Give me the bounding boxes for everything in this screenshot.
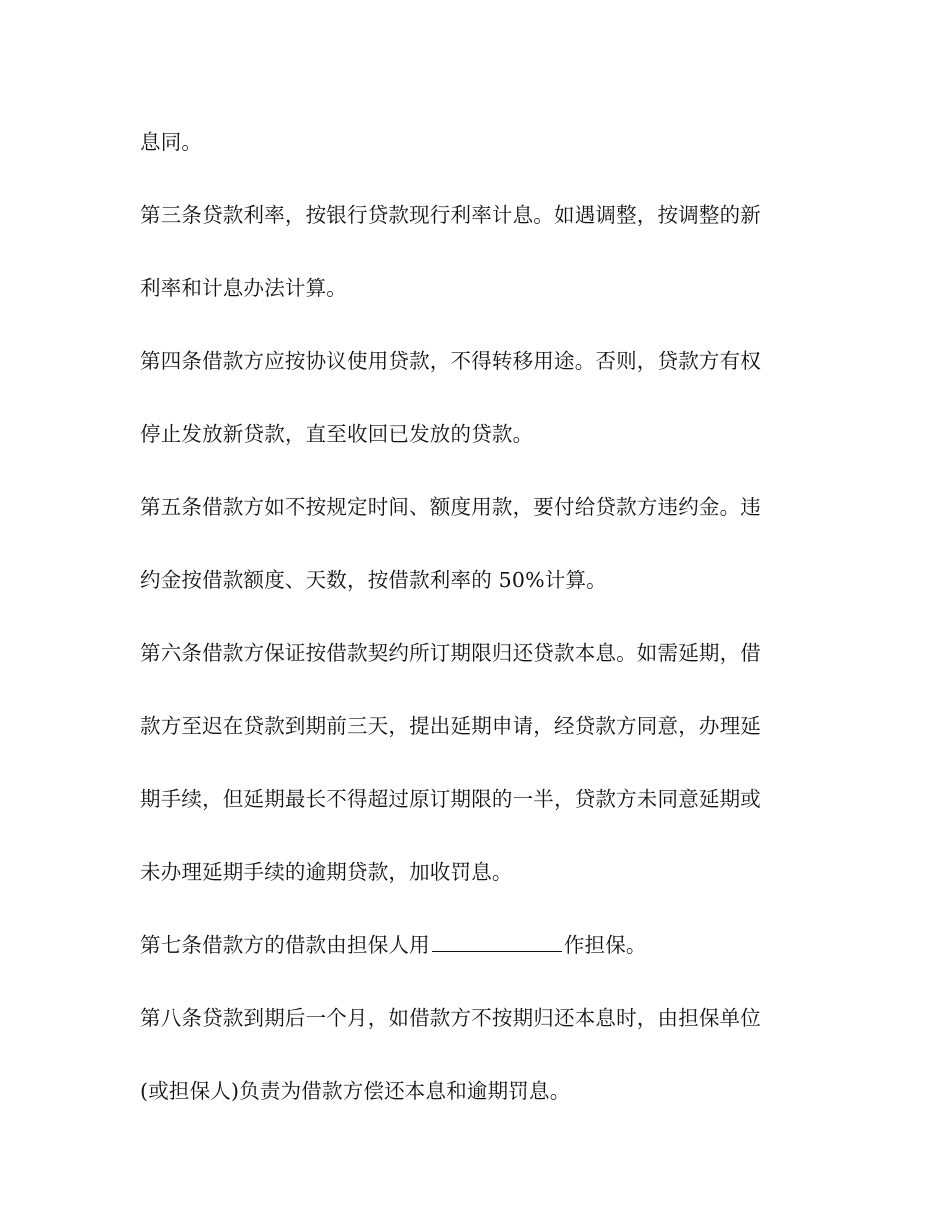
text-line: (或担保人)负责为借款方偿还本息和逾期罚息。 <box>140 1079 571 1103</box>
text-line: 第八条贷款到期后一个月，如借款方不按期归还本息时，由担保单位 <box>140 1006 761 1030</box>
guarantee-line <box>140 931 820 959</box>
text-line: 期手续，但延期最长不得超过原订期限的一半，贷款方未同意延期或 <box>140 787 761 811</box>
text-line: 第六条借款方保证按借款契约所订期限归还贷款本息。如需延期，借 <box>140 641 761 665</box>
guarantee-text-before: 第七条借款方的借款由担保人用 <box>140 933 430 957</box>
text-line: 息同。 <box>140 130 203 154</box>
text-line: 利率和计息办法计算。 <box>140 276 347 300</box>
text-line: 停止发放新贷款，直至收回已发放的贷款。 <box>140 422 534 446</box>
text-line: 第四条借款方应按协议使用贷款，不得转移用途。否则，贷款方有权 <box>140 349 761 373</box>
text-line: 第五条借款方如不按规定时间、额度用款，要付给贷款方违约金。违 <box>140 495 761 519</box>
text-line: 款方至迟在贷款到期前三天，提出延期申请，经贷款方同意，办理延 <box>140 714 761 738</box>
text-line: 未办理延期手续的逾期贷款，加收罚息。 <box>140 860 513 884</box>
guarantee-blank-field <box>432 933 562 952</box>
guarantee-text-after: 作担保。 <box>563 933 647 957</box>
text-line: 约金按借款额度、天数，按借款利率的 50%计算。 <box>140 568 607 592</box>
text-line: 第三条贷款利率，按银行贷款现行利率计息。如遇调整，按调整的新 <box>140 203 761 227</box>
